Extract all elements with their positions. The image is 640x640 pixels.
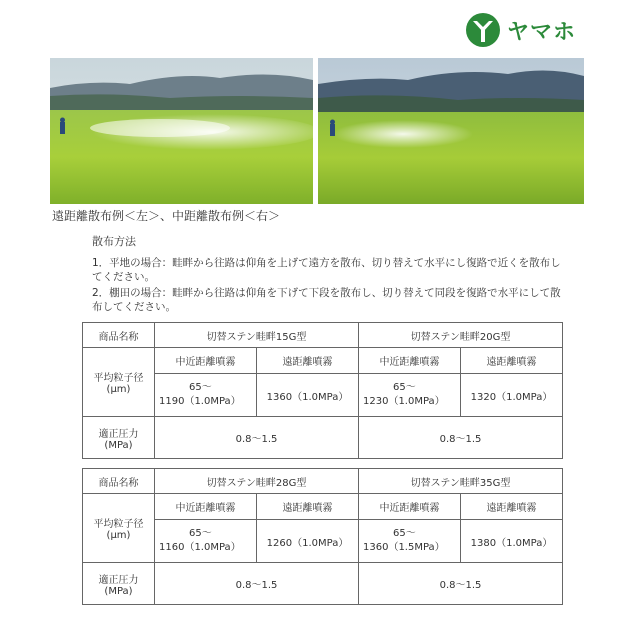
far-range-label: 遠距離噴霧 <box>461 494 563 520</box>
product-name: 切替ステン畦畔35G型 <box>359 469 563 494</box>
particle-size-label: 平均粒子径 (μm) <box>83 348 155 417</box>
header-label: 商品名称 <box>83 323 155 348</box>
product-name: 切替ステン畦畔20G型 <box>359 323 563 348</box>
mid-range-spray-photo <box>318 58 584 204</box>
spray-instructions <box>92 256 562 314</box>
mid-range-label: 中近距離噴霧 <box>155 494 257 520</box>
instruction-flat-land: 1．平地の場合：畦畔から往路は仰角を上げて遠方を散布、切り替えて水平にし復路で近くを散布してください。 <box>92 257 561 283</box>
far-range-label: 遠距離噴霧 <box>257 348 359 374</box>
mid-range-value: 65～ 1190（1.0MPa） <box>155 374 257 417</box>
spec-table-1 <box>82 322 563 459</box>
pressure-label: 適正圧力 (MPa) <box>83 563 155 605</box>
table-row <box>83 348 563 374</box>
mid-range-value: 65～ 1160（1.0MPa） <box>155 520 257 563</box>
pressure-label: 適正圧力 (MPa) <box>83 417 155 459</box>
mid-range-value: 65～ 1230（1.0MPa） <box>359 374 461 417</box>
far-range-label: 遠距離噴霧 <box>257 494 359 520</box>
header-label: 商品名称 <box>83 469 155 494</box>
brand-name: ヤマホ <box>507 19 577 45</box>
spec-table-2 <box>82 468 563 605</box>
table-row <box>83 417 563 459</box>
table-row <box>83 563 563 605</box>
far-range-value: 1360（1.0MPa） <box>257 374 359 417</box>
table-row <box>83 323 563 348</box>
pressure-value: 0.8～1.5 <box>359 563 563 605</box>
leaf-logo-icon <box>465 12 501 48</box>
pressure-value: 0.8～1.5 <box>359 417 563 459</box>
mid-range-label: 中近距離噴霧 <box>359 494 461 520</box>
photo-caption: 遠距離散布例＜左＞、中距離散布例＜右＞ <box>52 209 281 223</box>
instruction-terraced-field: 2．棚田の場合：畦畔から往路は仰角を下げて下段を散布し、切り替えて同段を復路で水平にして散布してください。 <box>92 287 561 313</box>
far-range-label: 遠距離噴霧 <box>461 348 563 374</box>
particle-size-label: 平均粒子径 (μm) <box>83 494 155 563</box>
table-row <box>83 520 563 563</box>
product-name: 切替ステン畦畔28G型 <box>155 469 359 494</box>
long-range-spray-photo <box>50 58 313 204</box>
table-row <box>83 374 563 417</box>
far-range-value: 1380（1.0MPa） <box>461 520 563 563</box>
mid-range-label: 中近距離噴霧 <box>155 348 257 374</box>
far-range-value: 1260（1.0MPa） <box>257 520 359 563</box>
pressure-value: 0.8～1.5 <box>155 417 359 459</box>
section-title: 散布方法 <box>92 235 136 248</box>
mid-range-label: 中近距離噴霧 <box>359 348 461 374</box>
brand-logo <box>465 10 576 50</box>
far-range-value: 1320（1.0MPa） <box>461 374 563 417</box>
table-row <box>83 469 563 494</box>
product-name: 切替ステン畦畔15G型 <box>155 323 359 348</box>
pressure-value: 0.8～1.5 <box>155 563 359 605</box>
mid-range-value: 65～ 1360（1.5MPa） <box>359 520 461 563</box>
table-row <box>83 494 563 520</box>
